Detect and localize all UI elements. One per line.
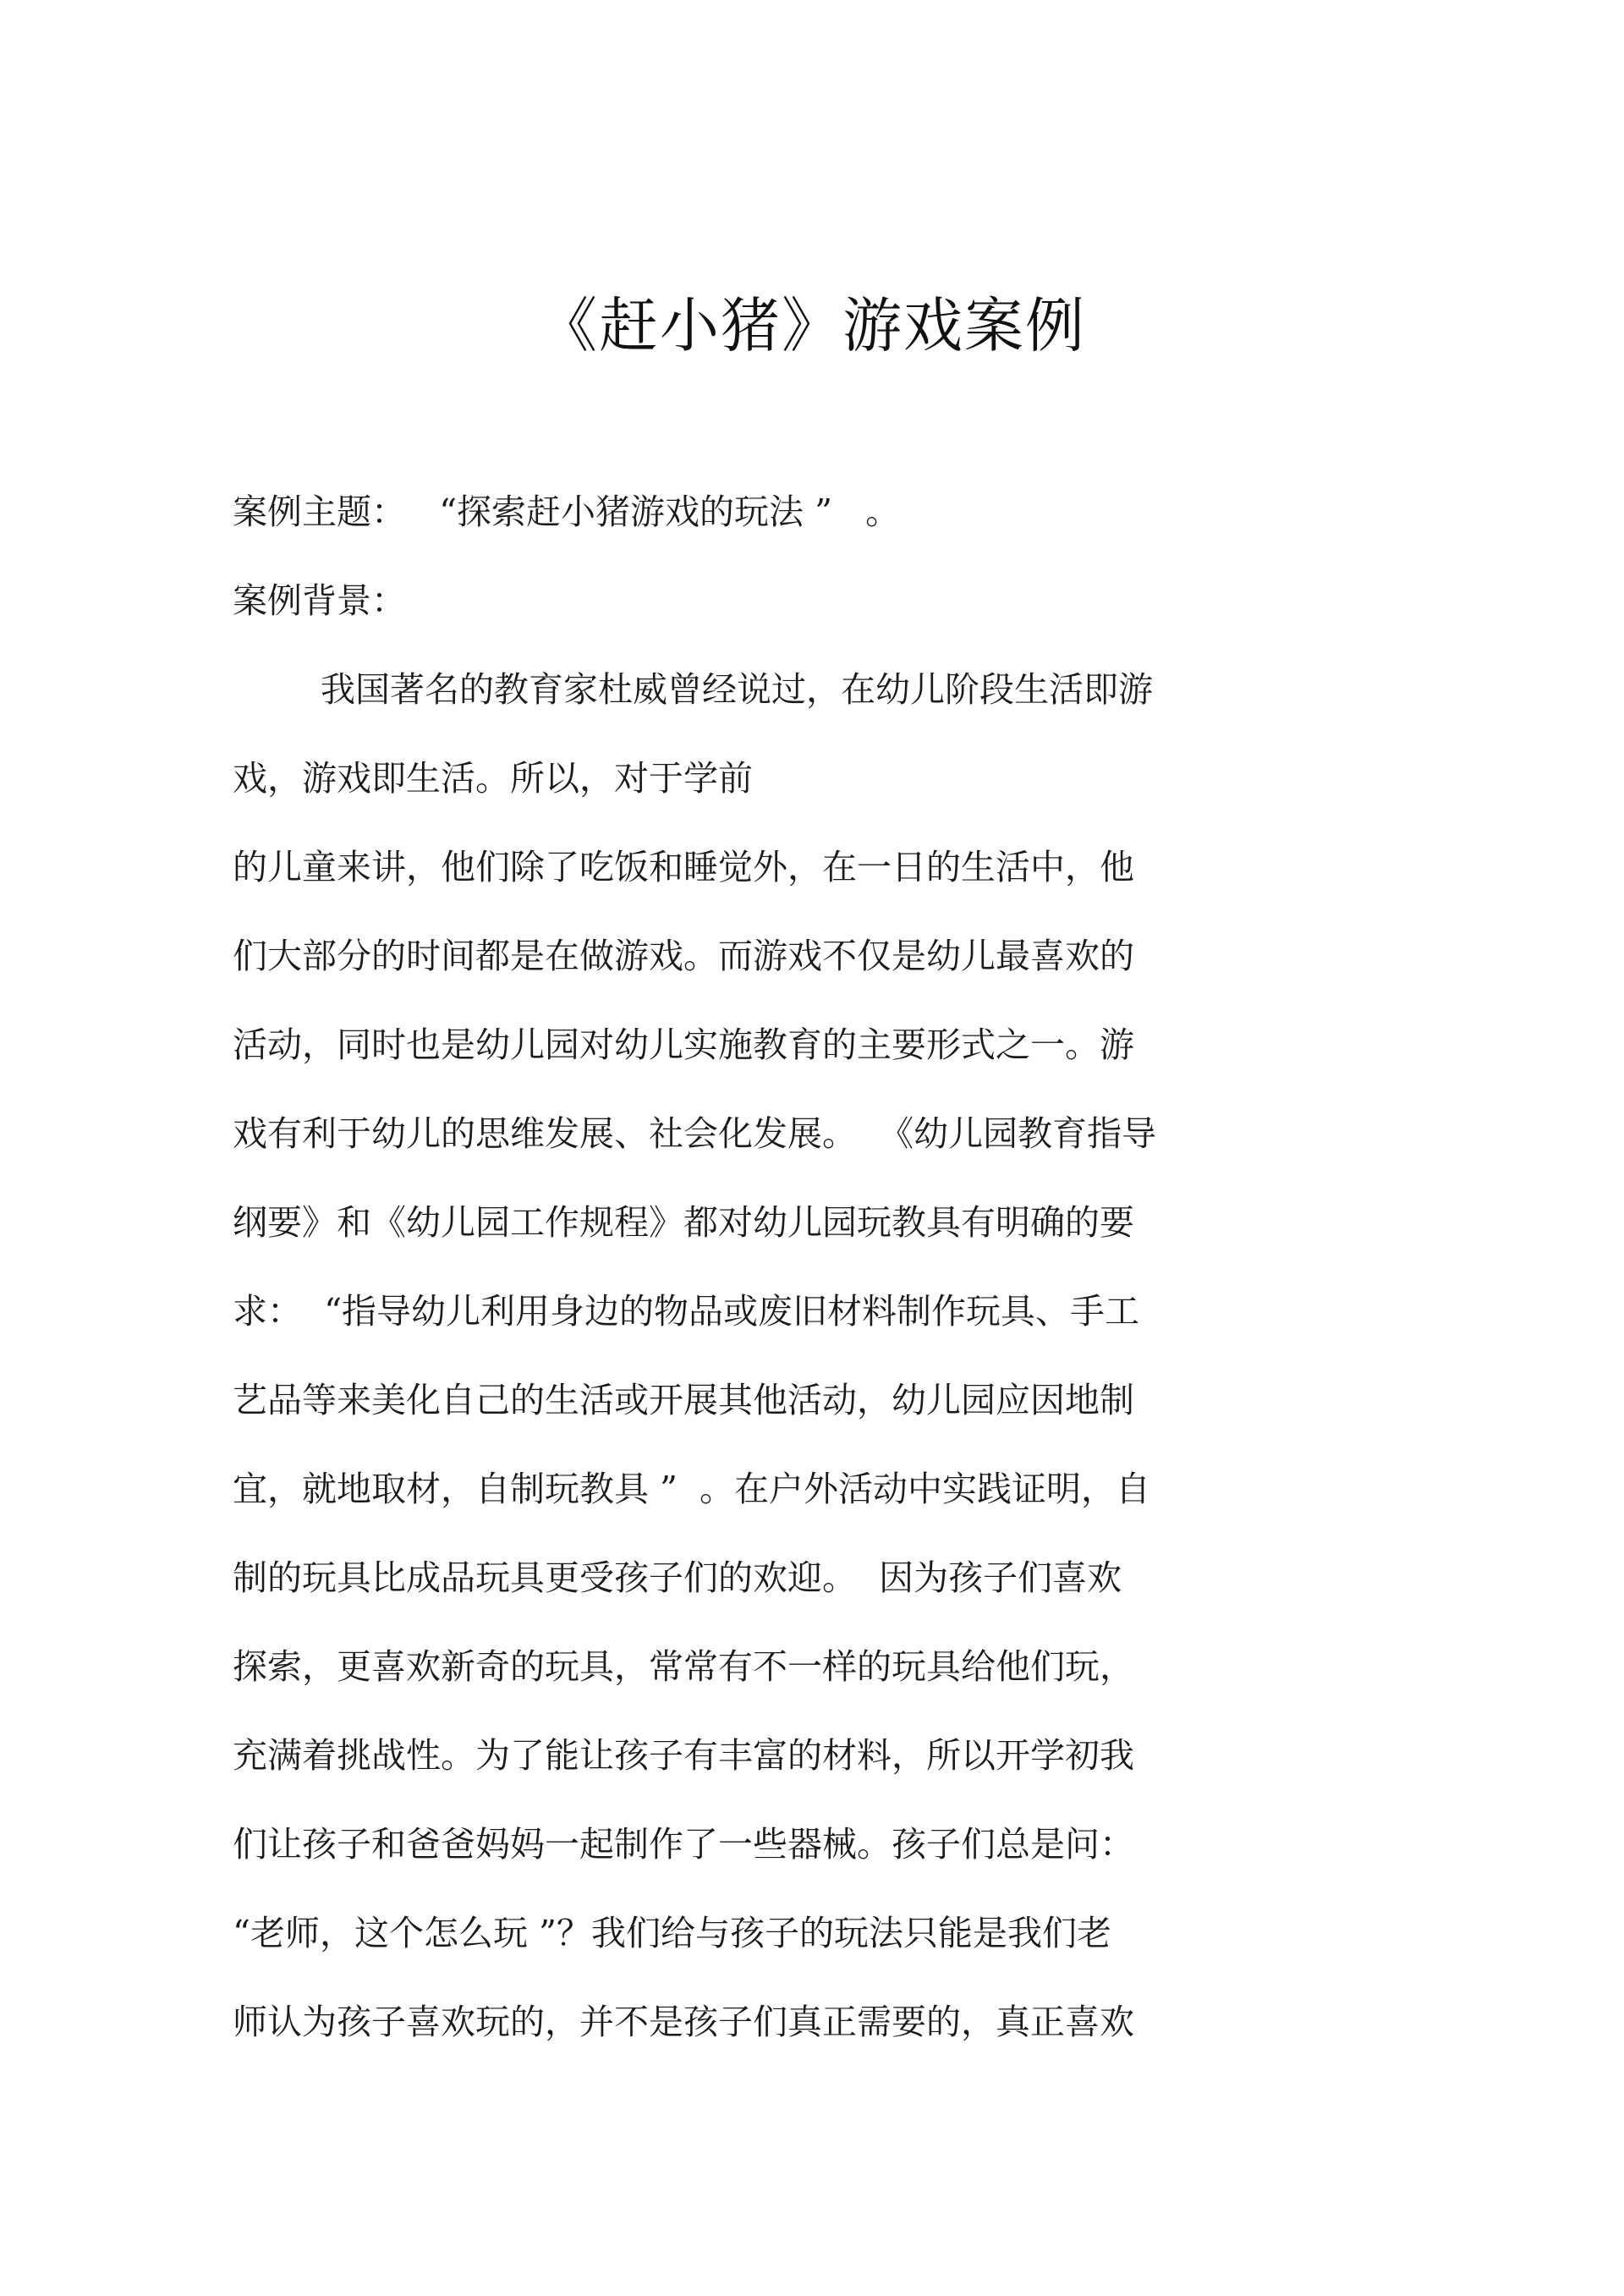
paragraph-line: 我国著名的教育家杜威曾经说过，在幼儿阶段生活即游 xyxy=(321,669,1153,710)
paragraph-line: 宜，就地取材，自制玩教具 ” 。在户外活动中实践证明，自 xyxy=(233,1469,1151,1509)
document-title: 《赶小猪》游戏案例 xyxy=(538,291,1086,360)
paragraph-line: 探索，更喜欢新奇的玩具，常常有不一样的玩具给他们玩， xyxy=(233,1646,1134,1687)
paragraph-line: 师认为孩子喜欢玩的，并不是孩子们真正需要的，真正喜欢 xyxy=(233,2002,1134,2042)
paragraph-line: 们让孩子和爸爸妈妈一起制作了一些器械。孩子们总是问： xyxy=(233,1824,1134,1865)
paragraph-line: 戏，游戏即生活。所以，对于学前 xyxy=(233,758,753,799)
case-theme-line: 案例主题： “探索赶小猪游戏的玩法 ” 。 xyxy=(233,492,901,532)
paragraph-line: 充满着挑战性。为了能让孩子有丰富的材料，所以开学初我 xyxy=(233,1735,1134,1776)
case-background-label: 案例背景： xyxy=(233,580,406,621)
paragraph-line: 纲要》和《幼儿园工作规程》都对幼儿园玩教具有明确的要 xyxy=(233,1202,1134,1243)
paragraph-line: 们大部分的时间都是在做游戏。而游戏不仅是幼儿最喜欢的 xyxy=(233,936,1134,976)
paragraph-line: 的儿童来讲，他们除了吃饭和睡觉外，在一日的生活中，他 xyxy=(233,847,1134,887)
paragraph-line: 求： “指导幼儿利用身边的物品或废旧材料制作玩具、手工 xyxy=(233,1291,1140,1332)
paragraph-line: 制的玩具比成品玩具更受孩子们的欢迎。 因为孩子们喜欢 xyxy=(233,1557,1122,1598)
paragraph-line: 活动，同时也是幼儿园对幼儿实施教育的主要形式之一。游 xyxy=(233,1024,1134,1065)
paragraph-line: “老师，这个怎么玩 ”？我们给与孩子的玩法只能是我们老 xyxy=(233,1913,1111,1953)
paragraph-line: 艺品等来美化自己的生活或开展其他活动，幼儿园应因地制 xyxy=(233,1380,1134,1420)
paragraph-line: 戏有利于幼儿的思维发展、社会化发展。 《幼儿园教育指导 xyxy=(233,1113,1157,1154)
